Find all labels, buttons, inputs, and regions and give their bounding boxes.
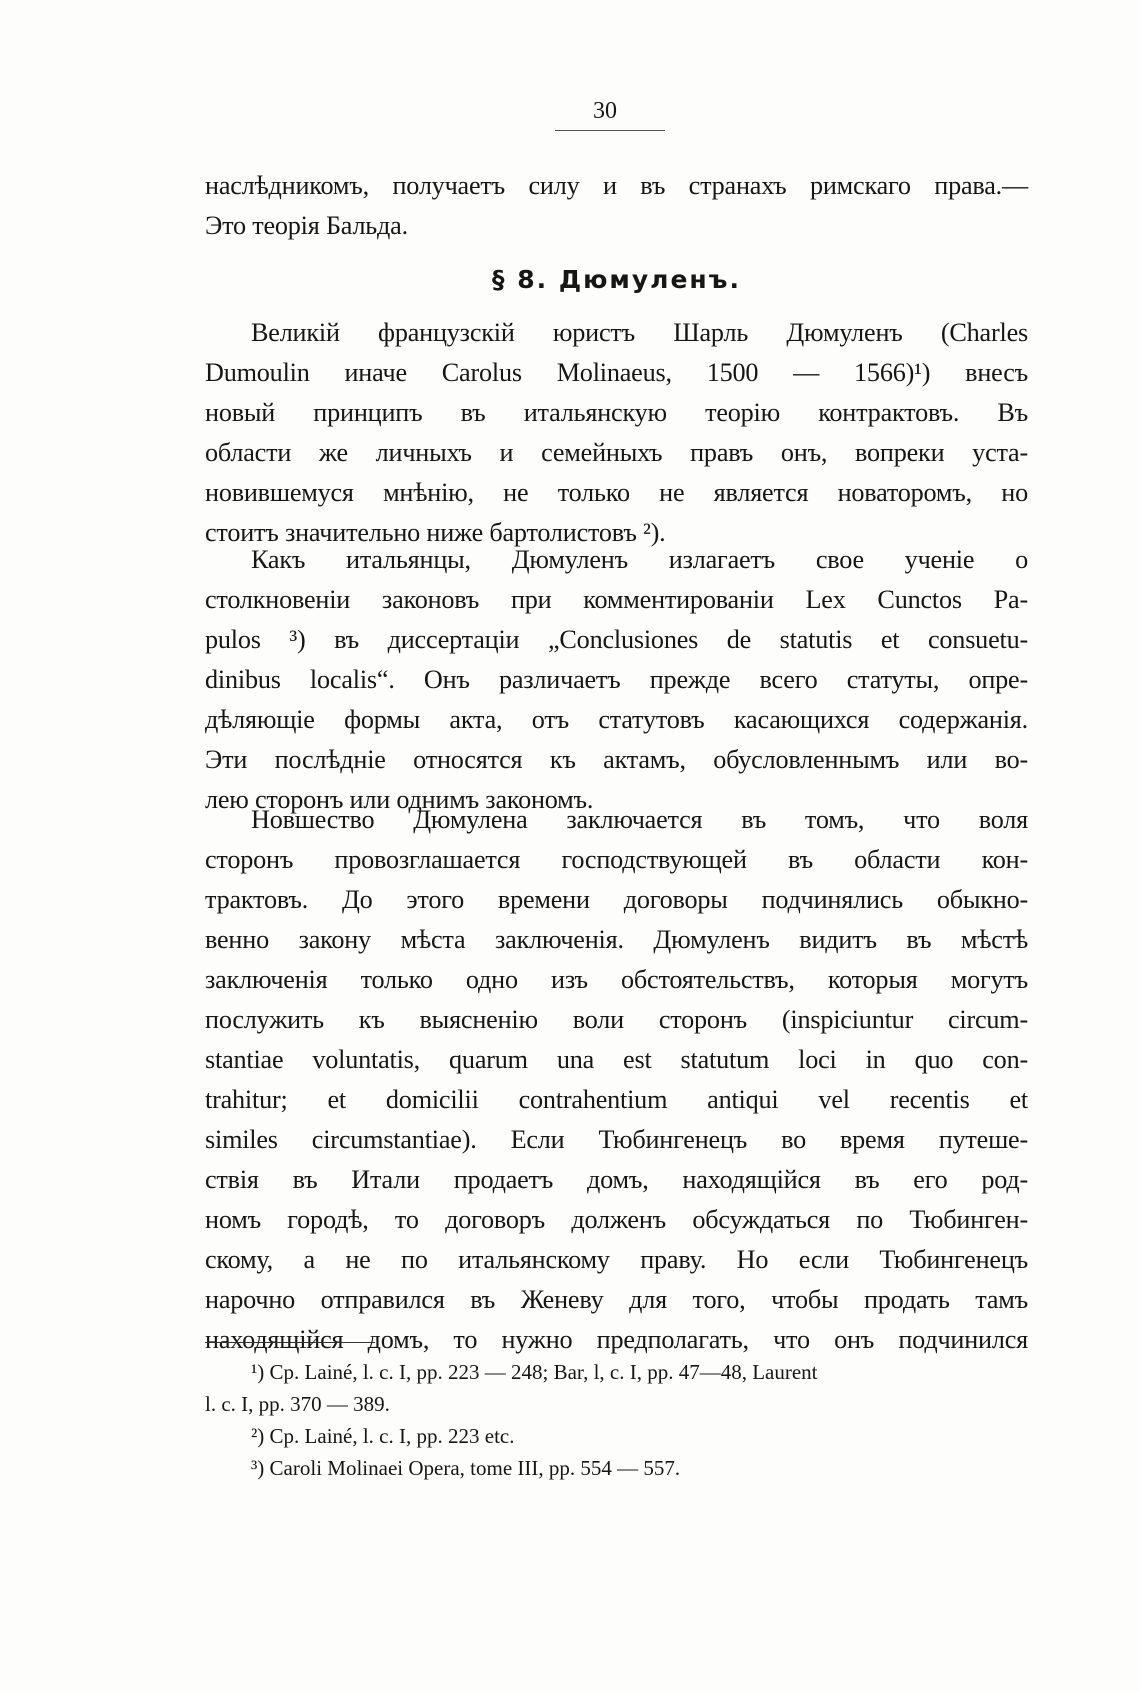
text-line: дѣляющіе формы акта, отъ статутовъ касающихся содержанія.	[205, 705, 1028, 734]
paragraph-2	[205, 540, 1028, 820]
top-paragraph	[205, 166, 1028, 246]
paragraph-1	[205, 313, 1028, 553]
text-line: сторонъ провозглашается господствующей въ области кон-	[205, 845, 1028, 874]
text-line: Это теорія Бальда.	[205, 211, 408, 240]
footnote-2: ²) Cp. Lainé, l. c. I, pp. 223 etc.	[251, 1424, 515, 1448]
text-line: области же личныхъ и семейныхъ правъ онъ, вопреки уста-	[205, 438, 1028, 467]
text-line: венно закону мѣста заключенія. Дюмуленъ видитъ въ мѣстѣ	[205, 925, 1028, 954]
text-line: столкновеніи законовъ при комментированіи Lex Cunctos Pa-	[205, 585, 1028, 614]
text-line: Великій французскій юристъ Шарль Дюмуленъ (Charles	[251, 318, 1028, 347]
text-line: dinibus localis“. Онъ различаетъ прежде всего статуты, опре-	[205, 665, 1028, 694]
text-line: послужить къ выясненію воли сторонъ (inspiciuntur circum-	[205, 1005, 1028, 1034]
text-line: similes circumstantiae). Если Тюбингенецъ во время путеше-	[205, 1125, 1028, 1154]
text-line: Какъ итальянцы, Дюмуленъ излагаетъ свое ученіе о	[251, 545, 1028, 574]
text-line: stantiae voluntatis, quarum una est statutum loci in quo con-	[205, 1045, 1028, 1074]
text-line: новый принципъ въ итальянскую теорію контрактовъ. Въ	[205, 398, 1028, 427]
text-line: заключенія только одно изъ обстоятельствъ, которыя могутъ	[205, 965, 1028, 994]
section-heading: § 8. Дюмуленъ.	[492, 265, 741, 294]
footnote-separator	[205, 1342, 375, 1344]
footnotes	[205, 1356, 1028, 1484]
text-line: скому, а не по итальянскому праву. Но если Тюбингенецъ	[205, 1245, 1028, 1274]
text-line: trahitur; et domicilii contrahentium antiqui vel recentis et	[205, 1085, 1028, 1114]
text-line: нарочно отправился въ Женеву для того, чтобы продать тамъ	[205, 1285, 1028, 1314]
text-line: стоитъ значительно ниже бартолистовъ ²).	[205, 518, 666, 547]
text-line: трактовъ. До этого времени договоры подчинялись обыкно-	[205, 885, 1028, 914]
text-line: лею сторонъ или однимъ закономъ.	[205, 785, 594, 814]
text-line: номъ городѣ, то договоръ долженъ обсуждаться по Тюбинген-	[205, 1205, 1028, 1234]
text-line: ствія въ Итали продаетъ домъ, находящійся въ его род-	[205, 1165, 1028, 1194]
text-line: Эти послѣдніе относятся къ актамъ, обусловленнымъ или во-	[205, 745, 1028, 774]
text-line: Dumoulin иначе Carolus Molinaeus, 1500 — 1566)¹) внесъ	[205, 358, 1028, 387]
footnote-1-continued: l. c. I, pp. 370 — 389.	[205, 1392, 390, 1416]
text-line: pulos ³) въ диссертаціи „Conclusiones de statutis et consuetu-	[205, 625, 1028, 654]
text-line: наслѣдникомъ, получаетъ силу и въ странахъ римскаго права.—	[205, 171, 1028, 200]
footnote-3: ³) Caroli Molinaei Opera, tome III, pp. 554 — 557.	[251, 1456, 681, 1480]
text-line: Новшество Дюмулена заключается въ томъ, что воля	[251, 805, 1028, 834]
page-number: 30	[593, 98, 617, 124]
text-line: новившемуся мнѣнію, не только не является новаторомъ, но	[205, 478, 1028, 507]
page-number-rule	[555, 130, 665, 132]
paragraph-3	[205, 800, 1028, 1360]
footnote-1: ¹) Cp. Lainé, l. c. I, pp. 223 — 248; Bar, l, c. I, pp. 47—48, Laurent	[251, 1360, 818, 1384]
text-line: находящійся домъ, то нужно предполагать, что онъ подчинился	[205, 1325, 1028, 1354]
